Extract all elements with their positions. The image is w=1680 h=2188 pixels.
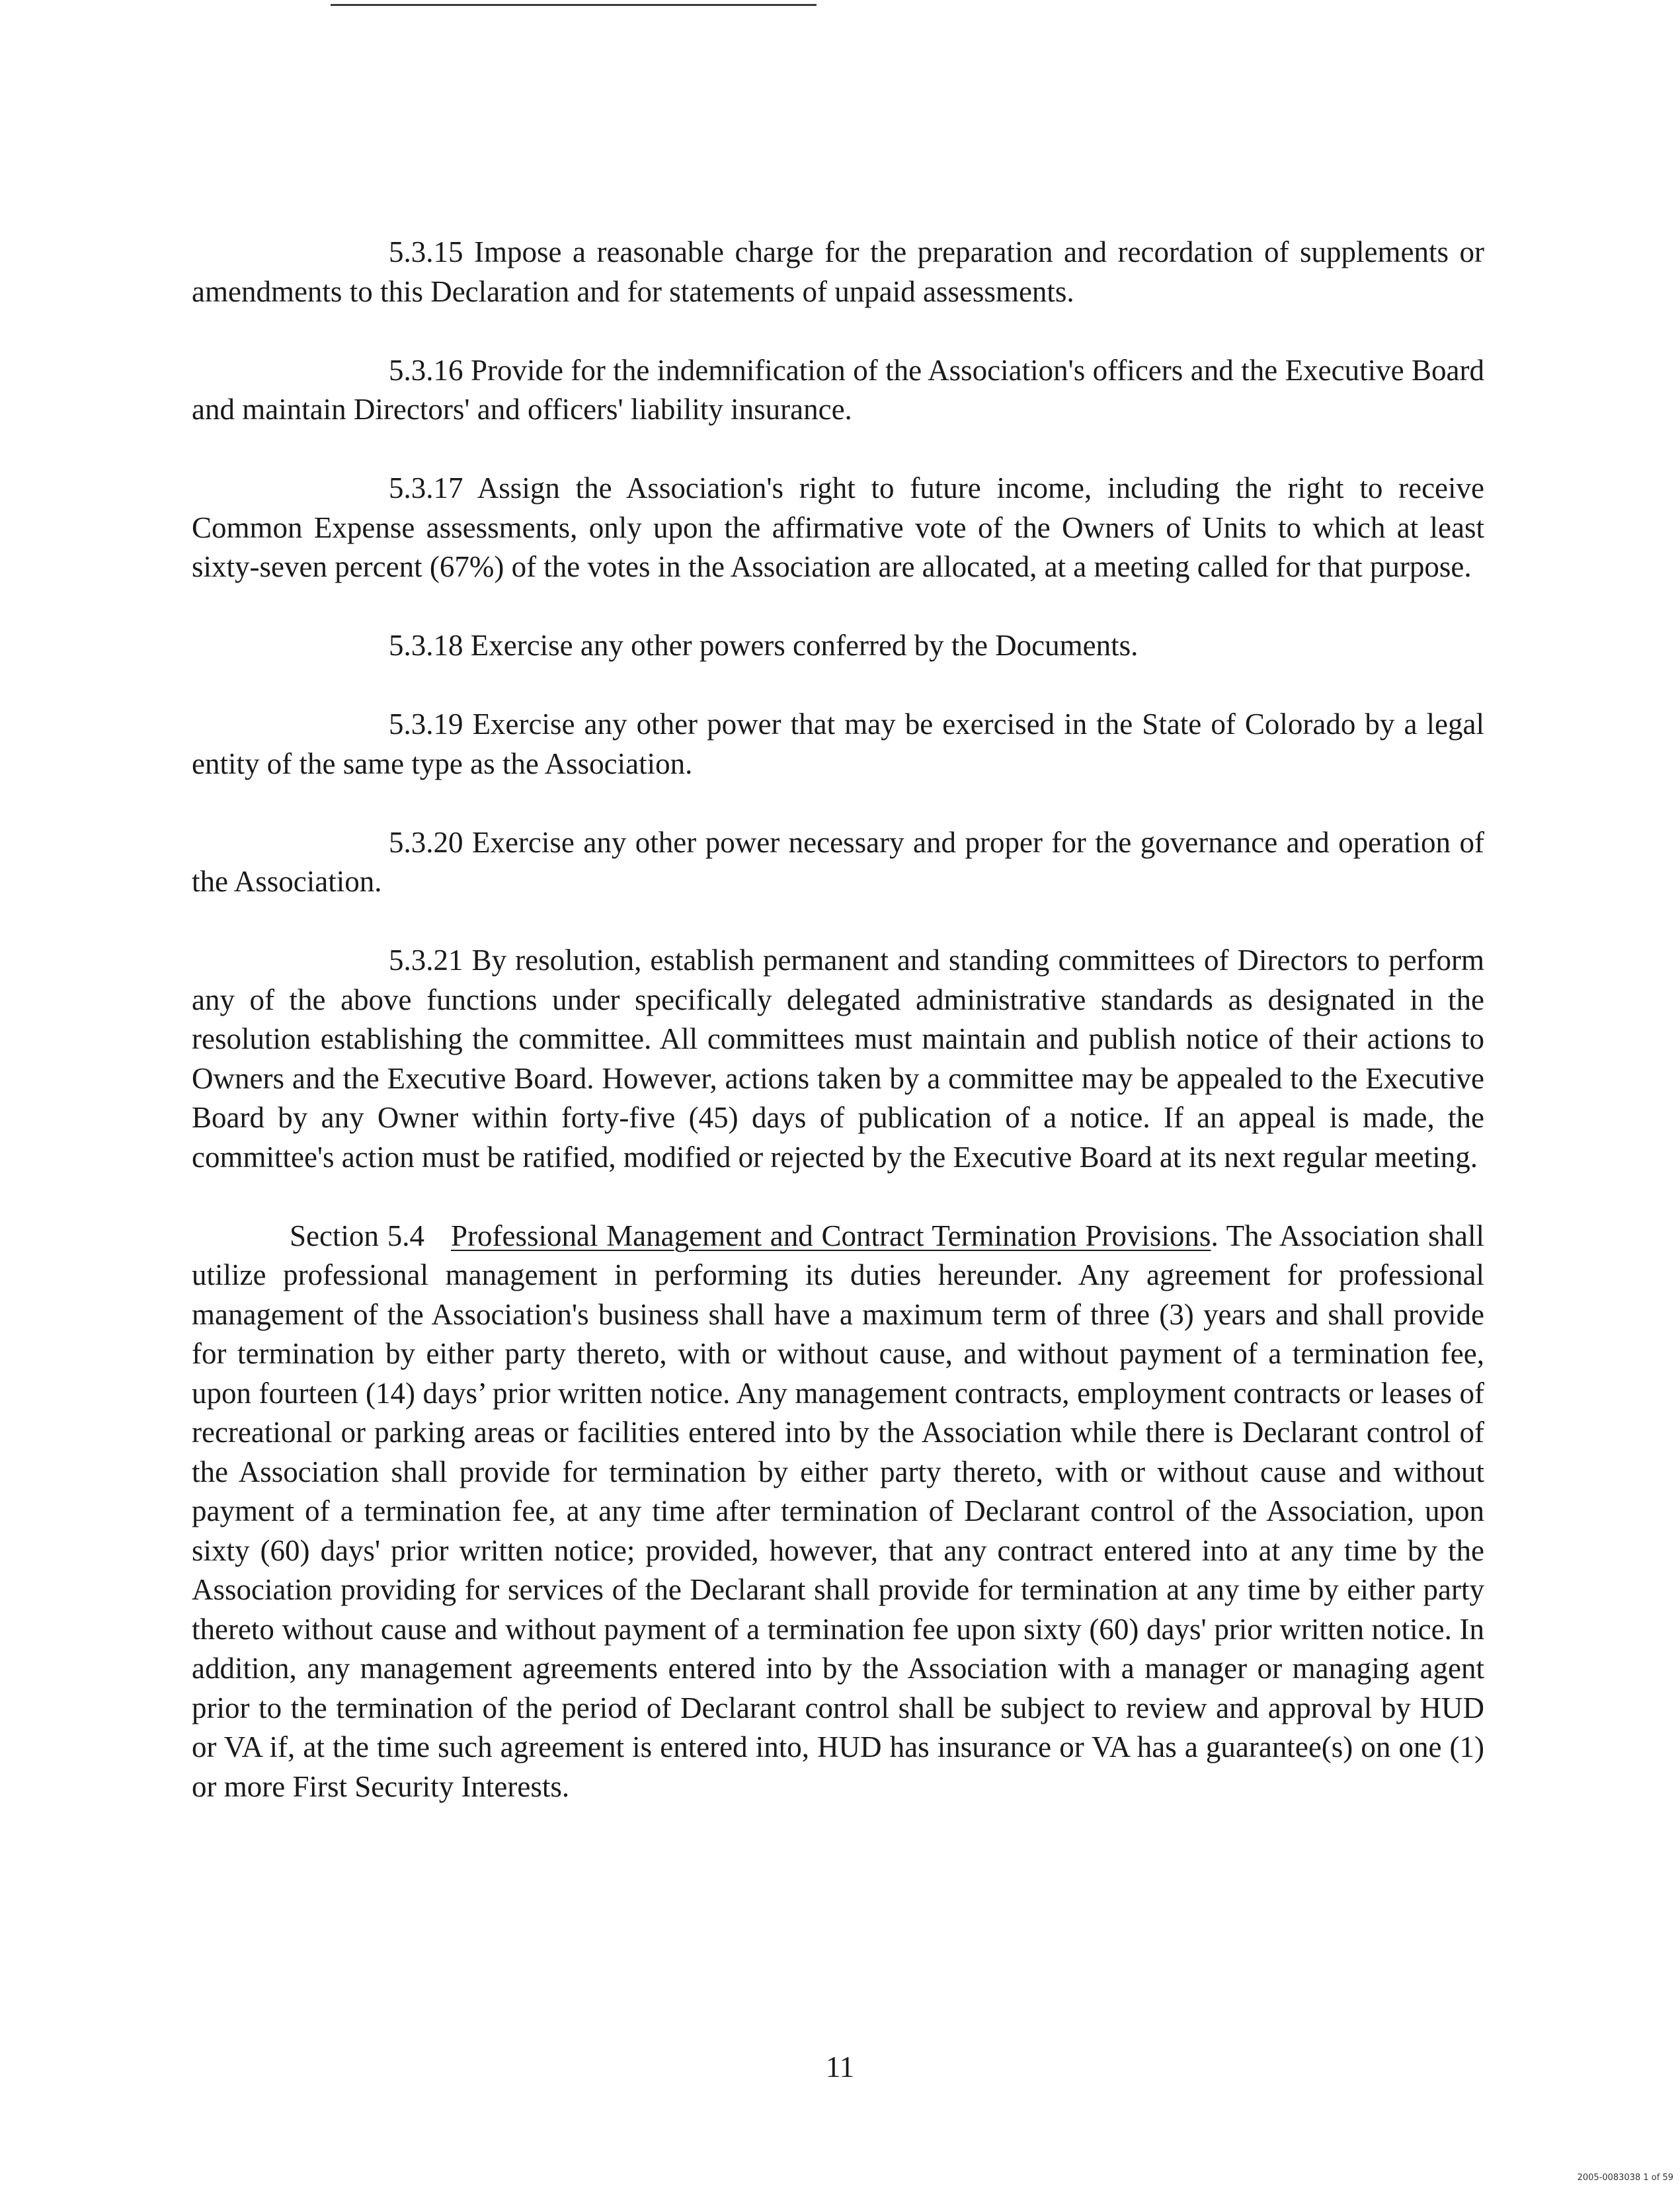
recording-stamp: 2005-0083038 1 of 59 (1577, 2173, 1673, 2183)
page-number: 11 (825, 2050, 855, 2084)
paragraph-5-3-18: 5.3.18 Exercise any other powers conferred by the Documents. (389, 629, 1139, 662)
paragraph-5-3-21: 5.3.21 By resolution, establish permanent and standing committees of Directors to perform any of the above functions under specifically delegated administrative standards as designated in the resolution establishing the committee. All committees must maintain and publish notice of their actions to Owners and the Executive Board. However, actions taken by a committee may be appealed to the Executive Board by any Owner within forty-five (45) days of publication of a notice. If an appeal is made, the committee's action must be ratified, modified or rejected by the Executive Board at its next regular meeting. (192, 944, 1484, 1174)
paragraph-5-3-20: 5.3.20 Exercise any other power necessary and proper for the governance and operation of the Association. (192, 825, 1484, 898)
paragraph-5-3-16: 5.3.16 Provide for the indemnification of the Association's officers and the Executive Board and maintain Directors' and officers' liability insurance. (192, 353, 1484, 426)
paragraph-5-3-19: 5.3.19 Exercise any other power that may be exercised in the State of Colorado by a legal entity of the same type as the Association. (192, 708, 1484, 780)
section-heading: Professional Management and Contract Termination Provisions (450, 1219, 1211, 1252)
top-rule (331, 4, 817, 6)
paragraph-5-3-15: 5.3.15 Impose a reasonable charge for the preparation and recordation of supplements or amendments to this Declaration and for statements of unpaid assessments. (192, 235, 1484, 308)
section-label: Section 5.4 (290, 1219, 424, 1252)
section-text: . The Association shall utilize professional management in performing its duties hereunder. Any agreement for professional management of the Association's business shall have a maximum term of three (3) years and shall provide for termination by either party thereto, with or without cause, and without payment of a termination fee, upon fourteen (14) days’ prior written notice. Any management contracts, employment contracts or leases of recreational or parking areas or facilities entered into by the Association while there is Declarant control of the Association shall provide for termination by either party thereto, with or without cause and without payment of a termination fee, at any time after termination of Declarant control of the Association, upon sixty (60) days' prior written notice; provided, however, that any contract entered into at any time by the Association providing for services of the Declarant shall provide for termination at any time by either party thereto without cause and without payment of a termination fee upon sixty (60) days' prior written notice. In addition, any management agreements entered into by the Association with a manager or managing agent prior to the termination of the period of Declarant control shall be subject to review and approval by HUD or VA if, at the time such agreement is entered into, HUD has insurance or VA has a guarantee(s) on one (1) or more First Security Interests. (192, 1219, 1485, 1803)
paragraph-5-3-17: 5.3.17 Assign the Association's right to future income, including the right to receive Common Expense assessments, only upon the affirmative vote of the Owners of Units to which at least sixty-seven percent (67%) of the votes in the Association are allocated, at a meeting called for that purpose. (192, 471, 1484, 583)
document-body (192, 233, 1484, 1846)
section-5-4 (192, 1217, 1484, 1807)
